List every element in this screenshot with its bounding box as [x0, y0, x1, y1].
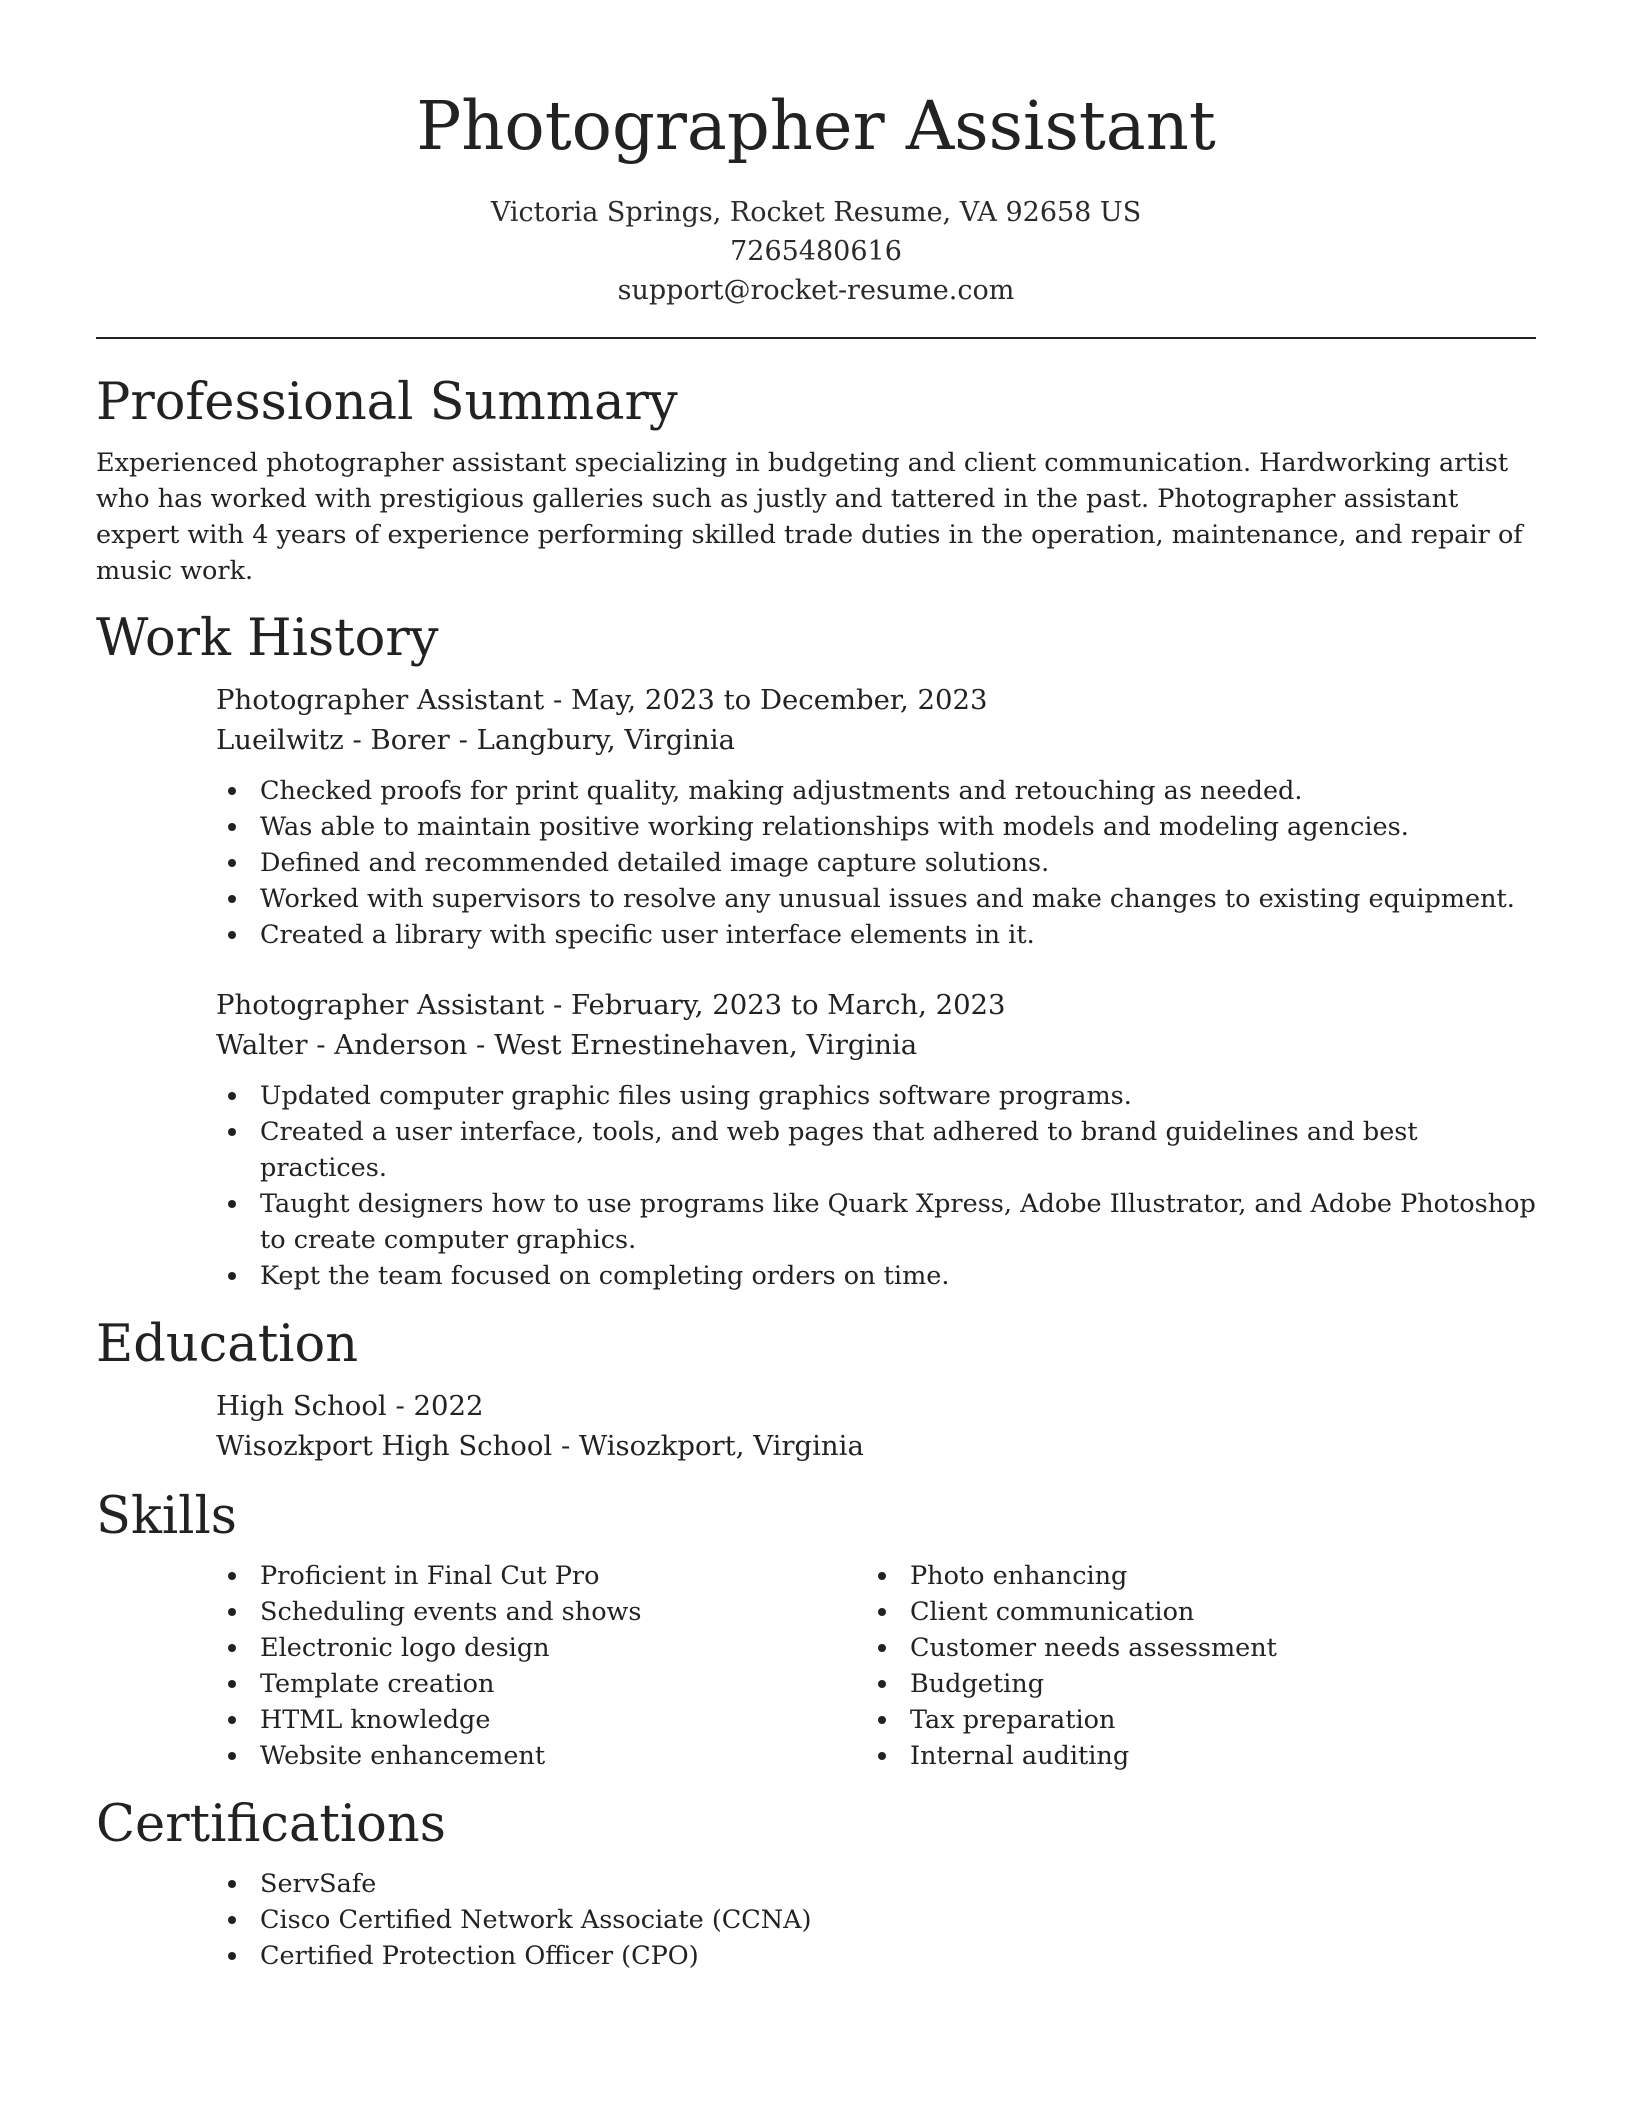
- candidate-name: Photographer Assistant: [416, 87, 1216, 165]
- bullet-icon: [228, 823, 236, 831]
- certification-text: ServSafe: [260, 1869, 377, 1899]
- bullet-text: Kept the team focused on completing orders on time.: [260, 1261, 950, 1291]
- job-location: - Langbury, Virginia: [449, 724, 736, 756]
- list-item: [216, 809, 1536, 845]
- summary-text: Experienced photographer assistant specializing in budgeting and client communication. Hardworking artist who has worked with prestigious galleries such as justly and tattered in the past. Photographer assistant expert with 4 years of experience performing skilled trade duties in the operation, maintenance, and repair of music work.: [96, 448, 1523, 586]
- bullet-text: Updated computer graphic files using graphics software programs.: [260, 1081, 1132, 1111]
- skill-text: Internal auditing: [910, 1741, 1130, 1771]
- education-section: [96, 1314, 1536, 1466]
- bullet-icon: [878, 1716, 886, 1724]
- list-item: [866, 1630, 1516, 1666]
- bullet-icon: [228, 1272, 236, 1280]
- certification-text: Certified Protection Officer (CPO): [260, 1941, 699, 1971]
- list-item: [216, 1938, 1536, 1974]
- certification-text: Cisco Certified Network Associate (CCNA): [260, 1905, 812, 1935]
- education-entry: [216, 1386, 1536, 1466]
- list-item: [216, 1738, 866, 1774]
- school-location: - Wisozkport, Virginia: [552, 1430, 864, 1462]
- list-item: [216, 881, 1536, 917]
- list-item: [216, 1558, 866, 1594]
- bullet-icon: [228, 1128, 236, 1136]
- summary-section: [96, 372, 1536, 589]
- contact-email: support@rocket-resume.com: [617, 275, 1015, 306]
- list-item: [216, 1702, 866, 1738]
- bullet-text: Checked proofs for print quality, making adjustments and retouching as needed.: [260, 776, 1303, 806]
- list-item: [866, 1666, 1516, 1702]
- bullet-icon: [878, 1680, 886, 1688]
- skill-text: Template creation: [260, 1669, 495, 1699]
- job-bullets: [216, 773, 1536, 953]
- bullet-icon: [228, 787, 236, 795]
- resume-header: [96, 0, 1536, 310]
- job-company-line: [216, 720, 1536, 760]
- contact-address: Victoria Springs, Rocket Resume, VA 92658 US: [490, 197, 1142, 228]
- job-title: Photographer Assistant: [216, 684, 545, 716]
- skills-heading: Skills: [96, 1487, 237, 1546]
- list-item: [216, 1902, 1536, 1938]
- bullet-text: Created a library with specific user interface elements in it.: [260, 920, 1035, 950]
- job-bullets: [216, 1078, 1536, 1294]
- bullet-text: Defined and recommended detailed image capture solutions.: [260, 848, 1050, 878]
- resume-page: [96, 0, 1536, 1974]
- skill-text: Photo enhancing: [910, 1561, 1128, 1591]
- header-divider: [96, 337, 1536, 339]
- job-company: Lueilwitz - Borer: [216, 724, 450, 756]
- bullet-icon: [878, 1644, 886, 1652]
- job-entry: [216, 680, 1536, 953]
- skill-text: Electronic logo design: [260, 1633, 550, 1663]
- certifications-heading: Certifications: [96, 1795, 446, 1854]
- certifications-section: [96, 1794, 1536, 1974]
- summary-heading: Professional Summary: [96, 373, 678, 432]
- list-item: [216, 1114, 1536, 1186]
- contact-phone: 7265480616: [730, 236, 902, 267]
- list-item: [866, 1594, 1516, 1630]
- bullet-icon: [878, 1752, 886, 1760]
- skills-grid: [216, 1558, 1536, 1774]
- list-item: [216, 773, 1536, 809]
- degree-line: [216, 1386, 1536, 1426]
- list-item: [216, 845, 1536, 881]
- bullet-icon: [228, 1716, 236, 1724]
- bullet-icon: [228, 1200, 236, 1208]
- bullet-text: Was able to maintain positive working relationships with models and modeling agencies.: [260, 812, 1409, 842]
- job-dates: - May, 2023 to December, 2023: [544, 684, 988, 716]
- skill-text: Scheduling events and shows: [260, 1597, 642, 1627]
- list-item: [216, 917, 1536, 953]
- bullet-icon: [228, 931, 236, 939]
- bullet-text: Created a user interface, tools, and web pages that adhered to brand guidelines and best practices.: [260, 1117, 1418, 1183]
- bullet-icon: [228, 1608, 236, 1616]
- job-location: - West Ernestinehaven, Virginia: [467, 1029, 918, 1061]
- list-item: [216, 1078, 1536, 1114]
- work-history-section: [96, 608, 1536, 1294]
- job-dates: - February, 2023 to March, 2023: [544, 989, 1006, 1021]
- job-title-line: [216, 985, 1536, 1025]
- list-item: [866, 1558, 1516, 1594]
- job-entry: [216, 985, 1536, 1294]
- skill-text: HTML knowledge: [260, 1705, 491, 1735]
- bullet-icon: [228, 1880, 236, 1888]
- skill-text: Tax preparation: [910, 1705, 1116, 1735]
- bullet-icon: [228, 1752, 236, 1760]
- school-name: Wisozkport High School: [216, 1430, 553, 1462]
- list-item: [216, 1666, 866, 1702]
- list-item: [216, 1186, 1536, 1258]
- bullet-icon: [878, 1608, 886, 1616]
- school-line: [216, 1426, 1536, 1466]
- bullet-icon: [228, 1572, 236, 1580]
- list-item: [866, 1738, 1516, 1774]
- list-item: [216, 1594, 866, 1630]
- degree: High School: [216, 1390, 387, 1422]
- list-item: [216, 1630, 866, 1666]
- list-item: [216, 1258, 1536, 1294]
- skills-section: [96, 1486, 1536, 1774]
- list-item: [216, 1866, 1536, 1902]
- work-history-heading: Work History: [96, 609, 439, 668]
- skill-text: Customer needs assessment: [910, 1633, 1277, 1663]
- education-heading: Education: [96, 1315, 359, 1374]
- certifications-list: [216, 1866, 1536, 1974]
- bullet-text: Worked with supervisors to resolve any unusual issues and make changes to existing equipment.: [260, 884, 1515, 914]
- job-company-line: [216, 1025, 1536, 1065]
- bullet-icon: [228, 1092, 236, 1100]
- bullet-icon: [878, 1572, 886, 1580]
- job-company: Walter - Anderson: [216, 1029, 468, 1061]
- list-item: [866, 1702, 1516, 1738]
- skill-text: Budgeting: [910, 1669, 1045, 1699]
- bullet-icon: [228, 1952, 236, 1960]
- skill-text: Website enhancement: [260, 1741, 546, 1771]
- bullet-icon: [228, 1916, 236, 1924]
- bullet-icon: [228, 859, 236, 867]
- job-title: Photographer Assistant: [216, 989, 545, 1021]
- skill-text: Client communication: [910, 1597, 1195, 1627]
- skills-column-left: [216, 1558, 866, 1774]
- graduation-year: - 2022: [386, 1390, 484, 1422]
- bullet-text: Taught designers how to use programs like Quark Xpress, Adobe Illustrator, and Adobe Photoshop to create computer graphics.: [260, 1189, 1536, 1255]
- bullet-icon: [228, 1644, 236, 1652]
- skill-text: Proficient in Final Cut Pro: [260, 1561, 600, 1591]
- bullet-icon: [228, 895, 236, 903]
- bullet-icon: [228, 1680, 236, 1688]
- skills-column-right: [866, 1558, 1516, 1774]
- job-title-line: [216, 680, 1536, 720]
